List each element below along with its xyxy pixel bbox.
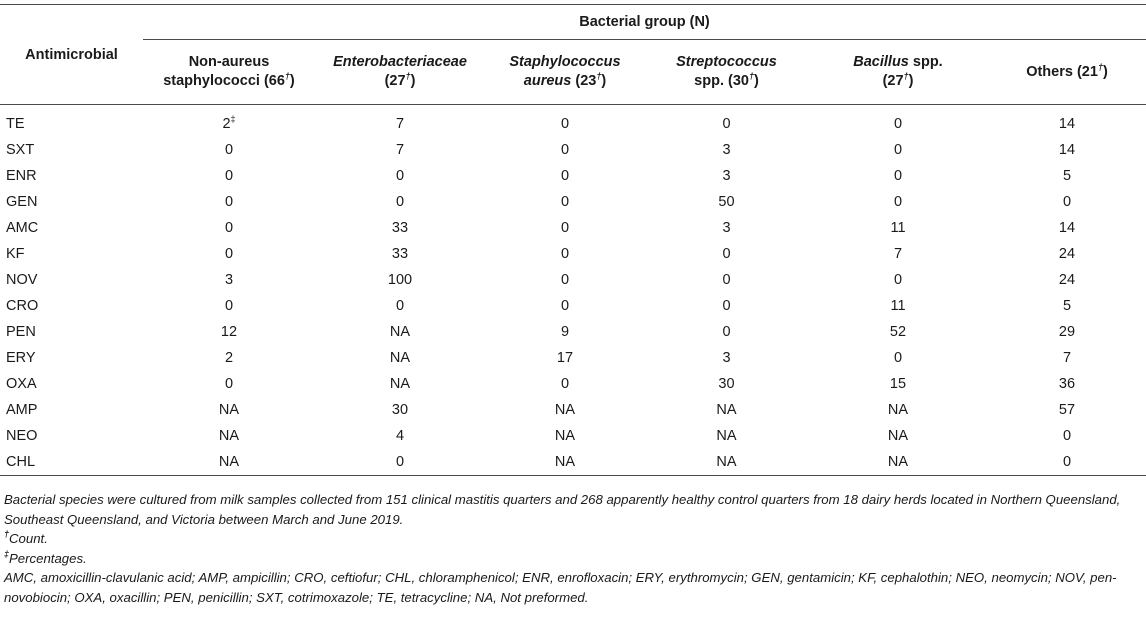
column-header-non-aureus-staphylococci [143,40,315,105]
cell-value: 0 [722,116,731,132]
cell-value: 0 [395,298,405,314]
antimicrobial-name: AMP [6,402,38,418]
cell-value: 0 [893,272,903,288]
cell-value: 0 [722,246,731,262]
table-cell [988,293,1146,319]
table-cell [645,163,808,189]
cell-value: NA [218,454,240,470]
table-row [0,397,1146,423]
table-cell [808,163,988,189]
table-cell [645,449,808,476]
dagger-mark: † [284,71,290,81]
table-cell [143,319,315,345]
column-header-others [988,40,1146,105]
table-cell [143,345,315,371]
table-cell [315,105,485,138]
cell-value: 50 [718,194,735,210]
column-header-line: (27 [384,73,406,89]
cell-value: 3 [722,350,731,366]
cell-value: 3 [224,272,234,288]
column-header-bacillus [808,40,988,105]
table-cell [143,371,315,397]
table-cell [315,293,485,319]
table-row [0,163,1146,189]
footnote-percentages [4,549,1144,569]
cell-value: 14 [1058,142,1076,158]
cell-value: 7 [893,246,903,262]
table-cell [808,215,988,241]
cell-value: 57 [1058,402,1076,418]
table-row [0,105,1146,138]
table-cell [485,397,645,423]
bacterial-group-header: Bacterial group (N) [143,5,1146,40]
cell-value: 0 [893,168,903,184]
antimicrobial-name: PEN [6,324,36,340]
table-cell [645,105,808,138]
table-cell [645,293,808,319]
column-header-line: Streptococcus [676,54,777,70]
column-header-line: spp. [908,54,943,70]
cell-value: NA [554,454,576,470]
cell-value: 30 [718,376,735,392]
table-cell [645,345,808,371]
table-row [0,189,1146,215]
cell-value: 2 [224,350,234,366]
antimicrobial-resistance-table [0,4,1146,476]
table-row [0,267,1146,293]
table-cell [645,319,808,345]
table-cell [485,319,645,345]
table-cell [485,137,645,163]
table-cell [485,449,645,476]
table-cell [808,449,988,476]
cell-value: NA [887,454,909,470]
table-cell [645,137,808,163]
table-row [0,215,1146,241]
table-cell [315,241,485,267]
table-cell [808,397,988,423]
table-cell [988,267,1146,293]
cell-value: NA [389,324,411,340]
table-cell [485,293,645,319]
column-header-close: ) [1102,63,1108,80]
table-cell [485,105,645,138]
cell-value: 29 [1058,324,1076,340]
cell-value: 11 [890,220,906,236]
table-cell [808,267,988,293]
table-cell [143,423,315,449]
table-cell [645,241,808,267]
cell-value: 5 [1062,168,1072,184]
antimicrobial-name: CHL [0,449,143,476]
cell-value: 33 [391,220,409,236]
cell-value: 5 [1062,298,1072,314]
dagger-mark: † [748,71,754,81]
table-cell [315,397,485,423]
cell-value: 0 [224,168,234,184]
cell-value: 0 [395,194,405,210]
cell-value: 24 [1058,246,1076,262]
double-dagger-mark: ‡ [230,114,236,124]
table-cell [143,449,315,476]
cell-value: NA [218,402,240,418]
table-cell [808,137,988,163]
column-header-line: Others (21 [1026,63,1098,80]
antimicrobial-header: Antimicrobial [0,5,143,105]
column-header-close: ) [289,73,295,89]
cell-value: 0 [1062,194,1072,210]
table-cell [315,189,485,215]
cell-value: NA [554,402,576,418]
table-cell [645,267,808,293]
cell-value: NA [716,454,737,470]
cell-value: 14 [1058,220,1076,236]
table-cell [988,241,1146,267]
antimicrobial-name: TE [6,116,25,132]
column-header-streptococcus [645,40,808,105]
footnote-count-text: Count. [9,531,48,546]
table-cell [143,397,315,423]
table-cell [988,423,1146,449]
cell-value: 0 [560,220,570,236]
antimicrobial-name: GEN [6,194,38,210]
cell-value: 0 [893,350,903,366]
table-cell [988,137,1146,163]
cell-value: 30 [391,402,409,418]
table-cell [143,293,315,319]
cell-value: 14 [1058,116,1076,132]
cell-value: 0 [395,168,405,184]
column-header-line: (23 [571,73,597,89]
cell-value: 0 [893,116,903,132]
cell-value: 0 [722,272,731,288]
table-cell [315,267,485,293]
table-cell [988,189,1146,215]
table-cell [315,319,485,345]
cell-value: 33 [391,246,409,262]
table-cell [315,423,485,449]
dagger-mark: † [903,71,909,81]
column-header-line: Enterobacteriaceae [333,54,467,70]
column-header-line-italic: Bacillus [853,54,909,70]
antimicrobial-name: NOV [6,272,38,288]
table-cell [315,345,485,371]
cell-value: 0 [722,298,731,314]
table-cell [988,345,1146,371]
column-header-line-italic: aureus [523,73,572,89]
cell-value: NA [389,376,411,392]
cell-value: 0 [560,272,570,288]
cell-value: 7 [1062,350,1072,366]
table-cell [143,267,315,293]
cell-value: 0 [224,220,234,236]
cell-value: 100 [387,272,413,288]
table-cell [485,345,645,371]
table-cell [808,105,988,138]
table-cell [645,215,808,241]
dagger-mark: † [1097,61,1103,72]
table-cell [143,189,315,215]
table-row [0,293,1146,319]
table-cell [808,345,988,371]
table-cell [485,423,645,449]
cell-value: 0 [224,298,234,314]
cell-value: 7 [395,116,405,132]
table-cell [808,371,988,397]
cell-value: 0 [560,194,570,210]
column-header-line: staphylococci (66 [163,73,285,89]
table-cell [485,163,645,189]
cell-value: NA [887,402,909,418]
antimicrobial-name: NEO [6,428,38,444]
column-header-line: Non-aureus [188,54,270,70]
table-cell [143,241,315,267]
antimicrobial-name: ENR [6,168,37,184]
antimicrobial-name: OXA [6,376,37,392]
table-cell [988,319,1146,345]
table-cell [988,371,1146,397]
antimicrobial-name: AMC [6,220,39,236]
cell-value: 0 [224,142,234,158]
dagger-mark: † [4,529,10,539]
table-cell [988,163,1146,189]
cell-value: 11 [890,298,906,314]
cell-value: 0 [560,376,570,392]
cell-value: 3 [722,220,731,236]
cell-value: NA [887,428,909,444]
footnote-description: Bacterial species were cultured from milk samples collected from 151 clinical mastitis quarters and 268 apparently healthy control quarters from 18 dairy herds located in Northern Queensland, Southeast Queensland, and Victoria between March and June 2019. [4,492,1121,527]
footnote-percentages-text: Percentages. [9,550,87,566]
table-cell [645,189,808,215]
cell-value: 15 [889,376,907,392]
cell-value: 0 [722,324,731,340]
cell-value: 3 [722,168,731,184]
cell-value: 24 [1058,272,1076,288]
dagger-mark: † [596,71,602,81]
table-cell [485,267,645,293]
cell-value: 0 [560,168,570,184]
cell-value: 0 [1062,454,1072,470]
table-cell [143,215,315,241]
column-header-line: spp. (30 [694,73,749,89]
table-cell [315,449,485,476]
footnote-count [4,529,1144,549]
table-row [0,241,1146,267]
cell-value: 0 [224,194,234,210]
column-header-staphylococcus-aureus [485,40,645,105]
table-cell [315,137,485,163]
double-dagger-mark: ‡ [4,548,10,559]
cell-value: 0 [560,246,570,262]
cell-value: NA [716,428,737,444]
table-cell [988,449,1146,476]
column-header-line: (27 [882,73,904,89]
cell-value: 0 [224,246,234,262]
table-footnotes [4,490,1144,607]
column-header-line: Staphylococcus [509,54,621,70]
column-header-enterobacteriaceae [315,40,485,105]
cell-value: 0 [893,142,903,158]
table-row [0,371,1146,397]
table-cell [808,293,988,319]
table-cell [485,189,645,215]
cell-value: 0 [560,116,570,132]
cell-value: NA [554,428,576,444]
table-cell [808,319,988,345]
cell-value: NA [218,428,240,444]
table-cell [645,397,808,423]
column-header-close: ) [908,73,914,89]
table-cell [315,215,485,241]
table-cell [988,105,1146,138]
column-header-row [0,40,1146,105]
antimicrobial-name: ERY [6,350,36,366]
cell-value: 0 [395,454,405,470]
group-header-row [0,5,1146,40]
table-cell [143,105,315,138]
table-row [0,319,1146,345]
table-cell [315,163,485,189]
cell-value: 3 [722,142,731,158]
table-cell [808,241,988,267]
table-row [0,449,1146,476]
cell-value: 17 [556,350,574,366]
table-cell [315,371,485,397]
antimicrobial-name: KF [6,246,25,262]
table-cell [988,397,1146,423]
table-cell [645,423,808,449]
cell-value: NA [716,402,737,418]
table-row [0,137,1146,163]
cell-value: 0 [560,142,570,158]
cell-value: 0 [560,298,570,314]
cell-value: 9 [560,324,570,340]
table-cell [808,189,988,215]
cell-value: 12 [220,324,238,340]
table-row [0,423,1146,449]
table-cell [645,371,808,397]
cell-value: 0 [224,376,234,392]
cell-value: NA [389,350,411,366]
cell-value: 52 [889,324,907,340]
cell-value: 0 [893,194,903,210]
cell-value: 4 [395,428,405,444]
table-cell [485,371,645,397]
dagger-mark: † [405,71,411,81]
table-body [0,105,1146,476]
cell-value: 0 [1062,428,1072,444]
table-cell [808,423,988,449]
column-header-close: ) [410,73,416,89]
table-cell [485,215,645,241]
table-cell [143,163,315,189]
cell-value: 2 [222,116,231,132]
cell-value: 7 [395,142,405,158]
table-cell [143,137,315,163]
column-header-close: ) [753,73,759,89]
antimicrobial-name: SXT [6,142,35,158]
cell-value: 36 [1058,376,1076,392]
antimicrobial-name: CRO [6,298,39,314]
column-header-close: ) [601,73,607,89]
footnote-abbreviations: AMC, amoxicillin-clavulanic acid; AMP, ampicillin; CRO, ceftiofur; CHL, chloramphenicol; ENR, enrofloxacin; ERY, erythromycin; GEN, gentamicin; KF, cephalothin; NEO, neomycin; NOV, pen-novobiocin; OXA, oxacillin; PEN, penicillin; SXT, cotrimoxazole; TE, tetracycline; NA, Not preformed. [4,570,1117,605]
table-cell [485,241,645,267]
table-row [0,345,1146,371]
table-cell [988,215,1146,241]
